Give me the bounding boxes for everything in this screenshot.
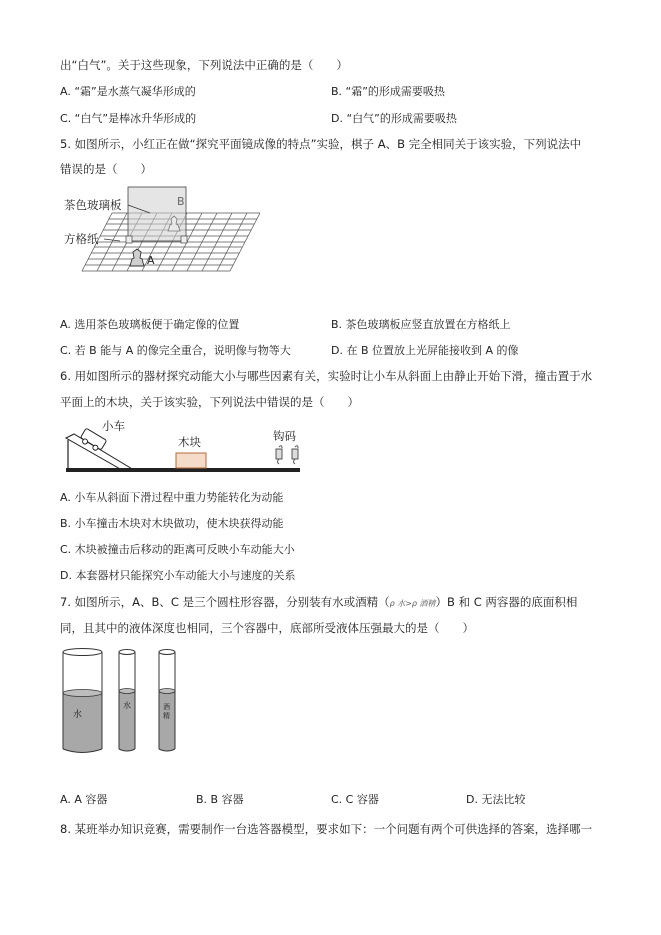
horizontal-board (66, 468, 300, 472)
label-grid-paper: 方格纸 (64, 232, 99, 246)
q7-containers-figure (58, 645, 188, 757)
label-b: B (177, 195, 185, 208)
label-weights: 钩码 (273, 429, 296, 443)
q5-option-b: B. 茶色玻璃板应竖直放置在方格纸上 (331, 318, 511, 331)
q6-option-a: A. 小车从斜面下滑过程中重力势能转化为动能 (60, 491, 284, 504)
container-a-liquid-label: 水 (73, 710, 83, 720)
container-c-liquid-label-2: 精 (163, 712, 170, 720)
hook-weight-1 (276, 446, 282, 464)
q7-option-b: B. B 容器 (196, 793, 244, 806)
q7-stem-line-1 (60, 594, 577, 612)
q6-option-c: C. 木块被撞击后移动的距离可反映小车动能大小 (60, 543, 295, 556)
label-a: A (147, 254, 155, 267)
q5-option-c: C. 若 B 能与 A 的像完全重合，说明像与物等大 (60, 344, 291, 357)
label-cart: 小车 (102, 419, 125, 433)
q6-kinetic-energy-figure (60, 418, 310, 474)
q4-option-c: C. “白气”是棒冰升华形成的 (60, 112, 197, 125)
label-tinted-glass: 茶色玻璃板 (64, 198, 122, 212)
q7-stem-pre: 7. 如图所示，A、B、C 是三个圆柱形容器，分别装有水或酒精（ (60, 595, 390, 609)
q4-stem-tail: 出“白气”。关于这些现象，下列说法中正确的是（ ） (60, 58, 348, 72)
q5-option-a: A. 选用茶色玻璃板便于确定像的位置 (60, 318, 240, 331)
q6-option-b: B. 小车撞击木块对木块做功，使木块获得动能 (60, 517, 284, 530)
rho-water: ρ 水 (389, 599, 406, 608)
chess-piece-a (130, 249, 144, 266)
container-b (119, 650, 135, 752)
wooden-block (176, 453, 206, 468)
q6-stem-line-1: 6. 用如图所示的器材探究动能大小与哪些因素有关，实验时让小车从斜面上由静止开始下滑，撞击置于水 (60, 369, 593, 383)
q5-option-d: D. 在 B 位置放上光屏能接收到 A 的像 (331, 344, 519, 357)
q5-stem-line-2: 错误的是（ ） (60, 162, 152, 176)
q4-option-b: B. “霜”的形成需要吸热 (331, 85, 445, 98)
q7-stem-line-2: 同，且其中的液体深度也相同，三个容器中，底部所受液体压强最大的是（ ） (60, 621, 474, 635)
q5-stem-line-1: 5. 如图所示，小红正在做“探究平面镜成像的特点”实验，棋子 A、B 完全相同关于该实验，下列说法中 (60, 137, 582, 151)
q7-option-a: A. A 容器 (60, 793, 108, 806)
container-b-liquid-label: 水 (123, 701, 131, 710)
rho-gt: > (405, 599, 412, 608)
label-block: 木块 (178, 435, 201, 449)
q8-stem-line-1: 8. 某班举办知识竞赛，需要制作一台选答器模型，要求如下：一个问题有两个可供选择的答案，选择哪一 (60, 822, 593, 836)
q5-mirror-figure (60, 183, 260, 283)
hook-weight-2 (292, 446, 298, 464)
q6-option-d: D. 本套器材只能探究小车动能大小与速度的关系 (60, 569, 296, 582)
container-a (63, 649, 102, 753)
q7-stem-post: ）B 和 C 两容器的底面积相 (435, 595, 578, 609)
q6-stem-line-2: 平面上的木块，关于该实验，下列说法中错误的是（ ） (60, 395, 359, 409)
q4-option-a: A. “霜”是水蒸气凝华形成的 (60, 85, 196, 98)
container-c (159, 650, 175, 752)
q7-option-d: D. 无法比较 (466, 793, 526, 806)
q4-option-d: D. “白气”的形成需要吸热 (331, 112, 457, 125)
rho-alcohol: ρ 酒精 (411, 599, 436, 608)
container-c-liquid-label-1: 酒 (163, 703, 170, 711)
q7-option-c: C. C 容器 (331, 793, 379, 806)
